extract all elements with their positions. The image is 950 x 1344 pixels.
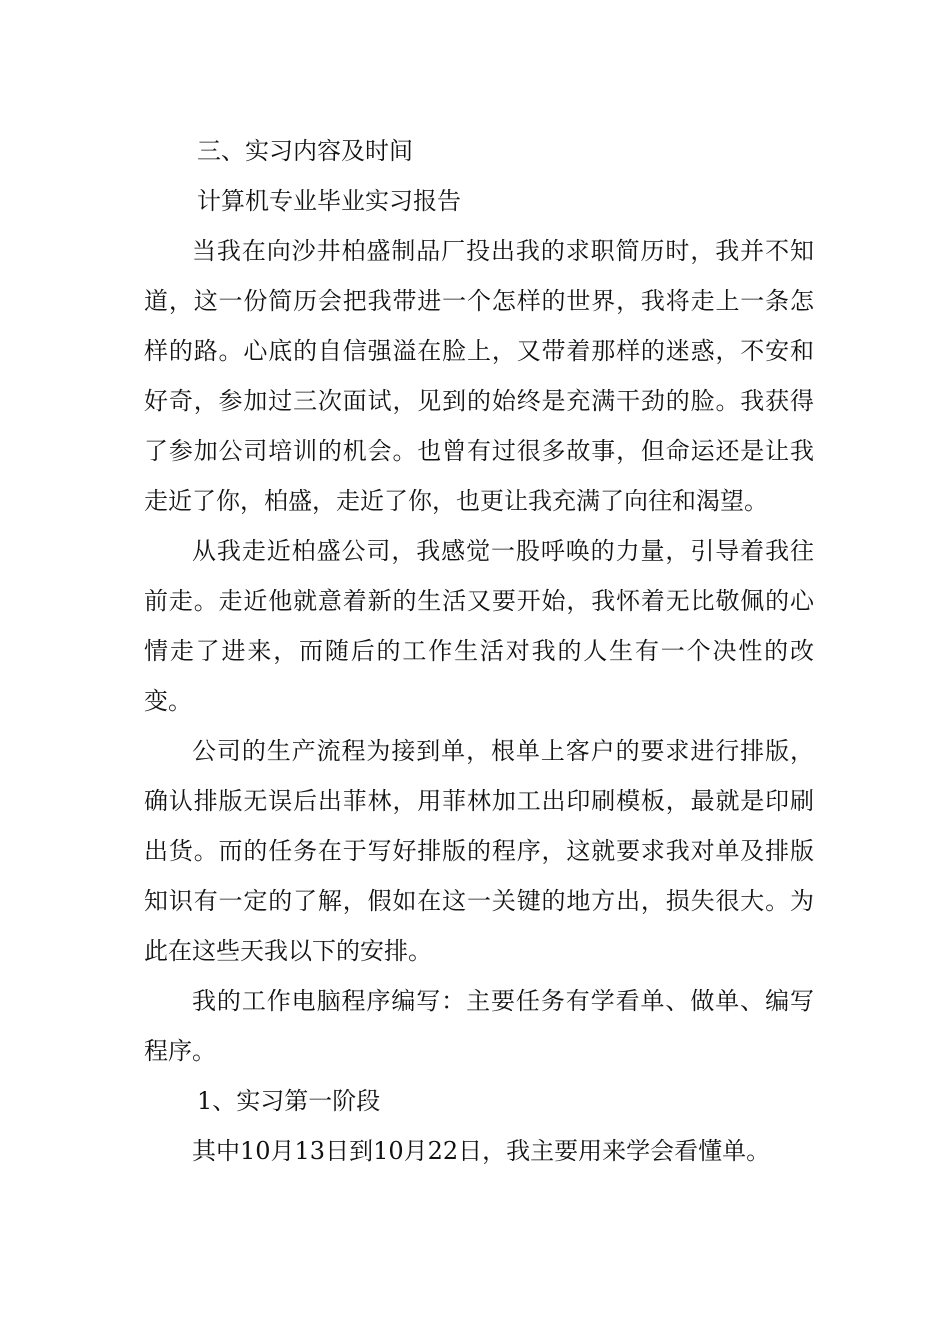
section-heading: 三、实习内容及时间 xyxy=(197,137,413,165)
paragraph-2: 从我走近柏盛公司，我感觉一股呼唤的力量，引导着我往前走。走近他就意着新的生活又要开始，我怀着无比敬佩的心情走了进来，而随后的工作生活对我的人生有一个决性的改变。 xyxy=(144,537,814,715)
stage-heading: 1、实习第一阶段 xyxy=(197,1087,381,1115)
paragraph-5: 其中10月13日到10月22日，我主要用来学会看懂单。 xyxy=(192,1137,771,1165)
report-title: 计算机专业毕业实习报告 xyxy=(197,187,461,215)
paragraph-4: 我的工作电脑程序编写：主要任务有学看单、做单、编写程序。 xyxy=(144,987,814,1065)
paragraph-3: 公司的生产流程为接到单，根单上客户的要求进行排版，确认排版无误后出菲林，用菲林加工出印刷模板，最就是印刷出货。而的任务在于写好排版的程序，这就要求我对单及排版知识有一定的了解，假如在这一关键的地方出，损失很大。为此在这些天我以下的安排。 xyxy=(144,737,814,965)
document-page xyxy=(144,126,814,1176)
paragraph-1: 当我在向沙井柏盛制品厂投出我的求职简历时，我并不知道，这一份简历会把我带进一个怎样的世界，我将走上一条怎样的路。心底的自信强溢在脸上，又带着那样的迷惑，不安和好奇，参加过三次面试，见到的始终是充满干劲的脸。我获得了参加公司培训的机会。也曾有过很多故事，但命运还是让我走近了你，柏盛，走近了你，也更让我充满了向往和渴望。 xyxy=(144,237,814,515)
